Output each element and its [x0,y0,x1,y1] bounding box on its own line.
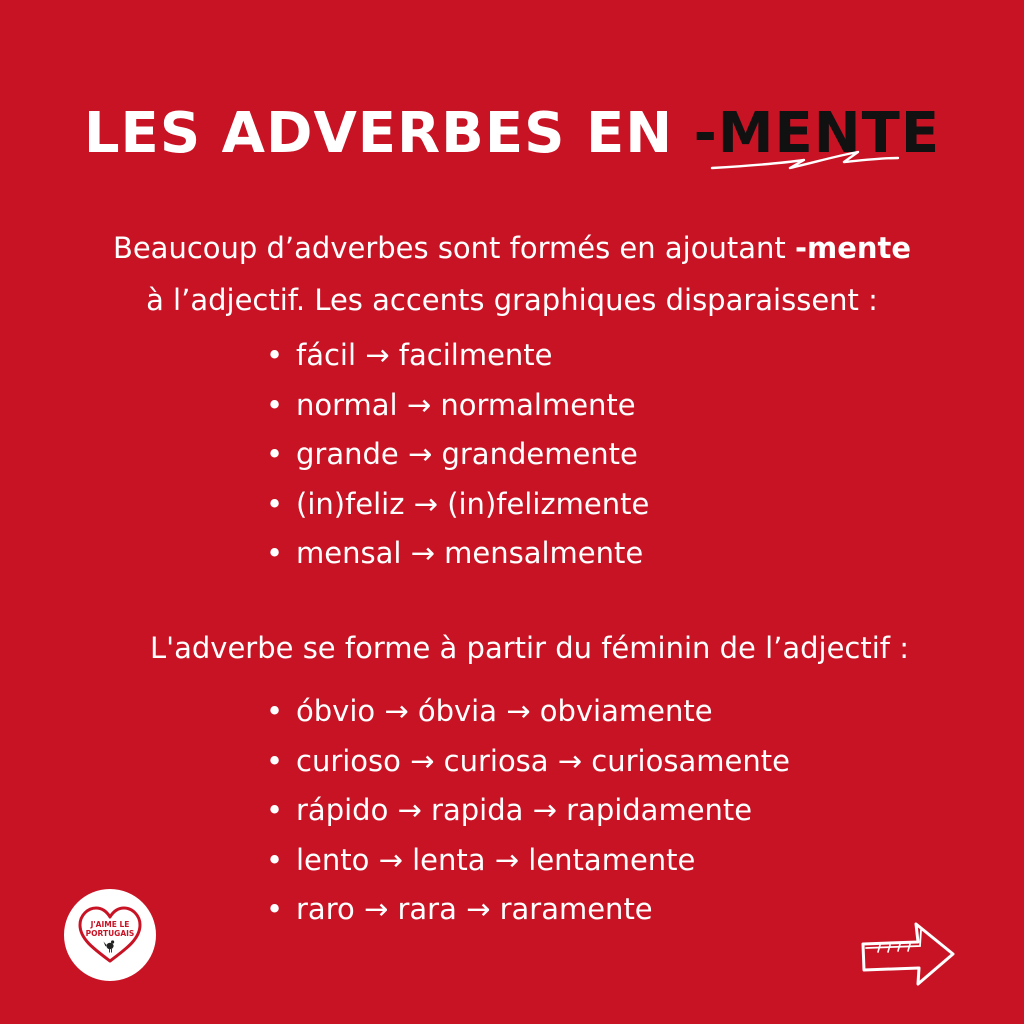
list-item-text: grande → grandemente [296,437,638,471]
rooster-icon [104,940,115,952]
list-item [266,331,649,381]
title-suffix: -MENTE [693,100,941,166]
bullet: • [266,793,284,827]
list-item [266,529,649,579]
example-list-accents [266,331,649,579]
list-item [266,836,790,886]
list-item-text: normal → normalmente [296,387,636,422]
list-item-text: rápido → rapida → rapidamente [296,793,753,827]
intro-line-1 [0,222,1024,274]
list-item [266,430,649,480]
intro-line-1-text: Beaucoup d’adverbes sont formés en ajoutant [112,231,795,265]
list-item-text: fácil → facilmente [296,338,553,372]
list-item [266,786,790,836]
list-item [266,885,790,935]
intro-line-2: à l’adjectif. Les accents graphiques disparaissent : [146,283,878,317]
bullet: • [266,486,284,521]
intro-suffix-bold: -mente [794,231,912,265]
bullet: • [266,536,284,570]
list-item [266,687,790,737]
list-item [266,381,649,431]
bullet: • [266,892,284,926]
list-item-text: lento → lenta → lentamente [296,842,696,877]
bullet: • [266,387,284,422]
list-item [266,480,649,530]
brand-logo [64,889,156,981]
arrow-right-icon[interactable] [858,918,958,990]
bullet: • [266,842,284,877]
title-main: LES ADVERBES EN [83,100,694,166]
example-list-feminine [266,687,790,935]
list-item-text: (in)feliz → (in)felizmente [296,486,650,521]
intro-paragraph [0,222,1024,326]
feminine-subheading: L'adverbe se forme à partir du féminin de l’adjectif : [150,631,909,665]
list-item-text: curioso → curiosa → curiosamente [296,743,790,778]
squiggle-underline-icon [706,146,902,176]
list-item [266,737,790,787]
logo-text-line-2: PORTUGAIS [85,929,135,938]
bullet: • [266,743,284,778]
bullet: • [266,338,284,372]
logo-text-line-1: J'AIME LE [90,920,130,929]
bullet: • [266,437,284,471]
bullet: • [266,694,284,728]
list-item-text: mensal → mensalmente [296,536,644,570]
list-item-text: raro → rara → raramente [296,892,653,926]
list-item-text: óbvio → óbvia → obviamente [296,694,713,728]
